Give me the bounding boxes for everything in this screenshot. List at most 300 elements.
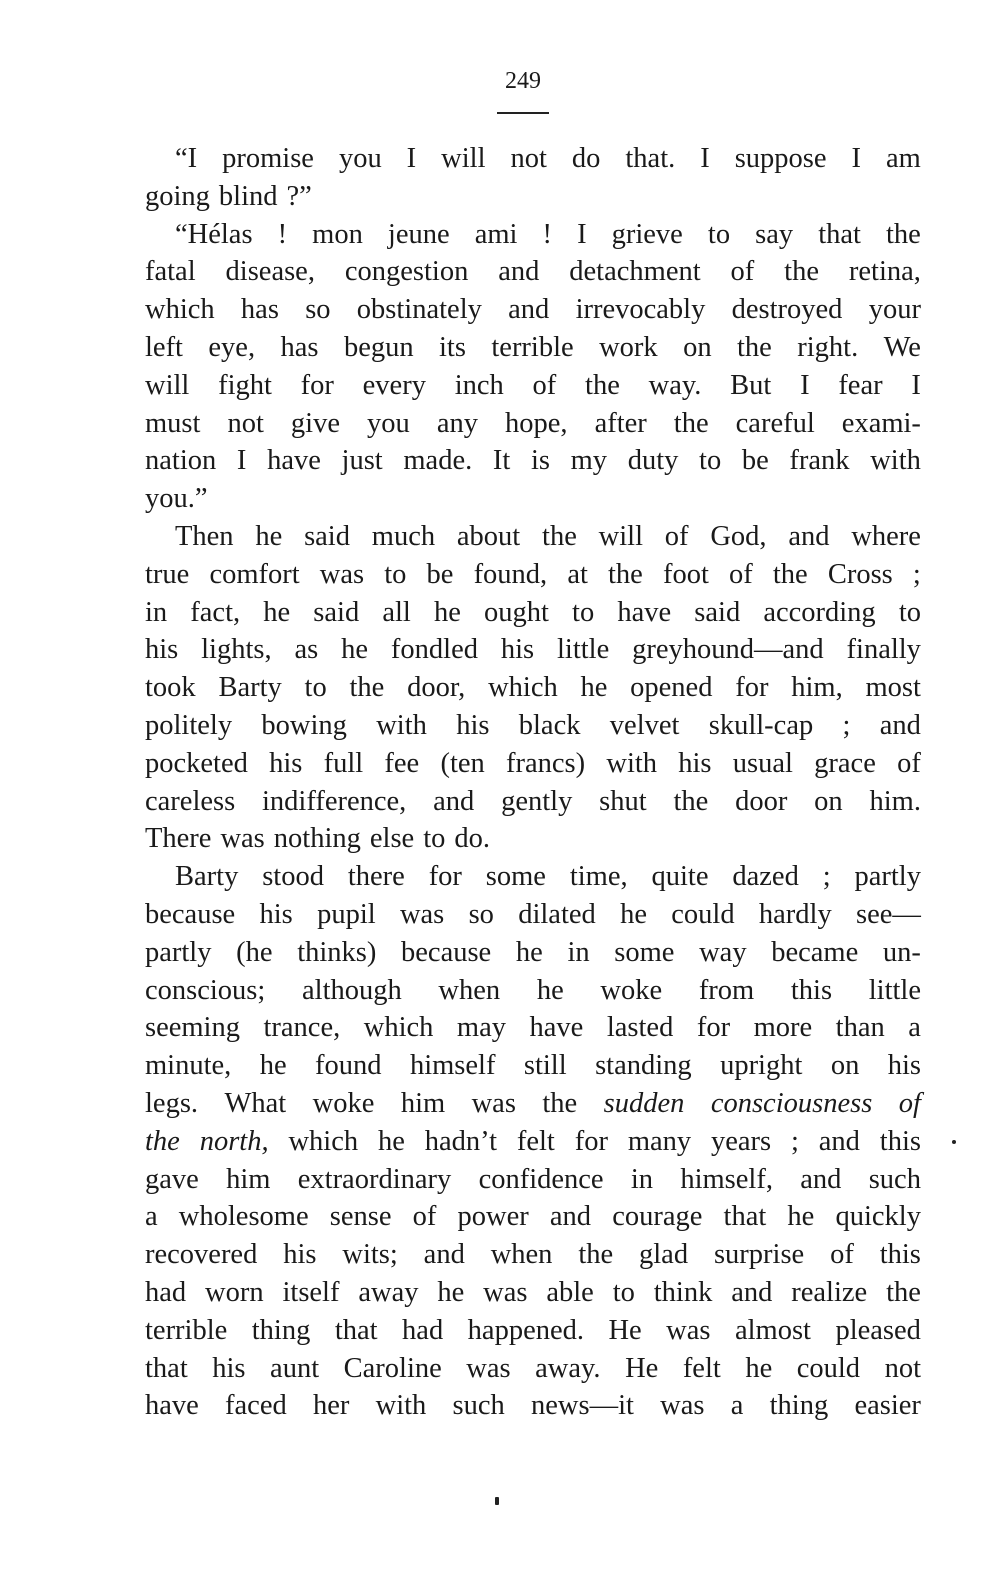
word: glad xyxy=(639,1239,689,1271)
word: and xyxy=(818,1125,860,1157)
word: begun xyxy=(343,331,414,363)
word: just xyxy=(341,445,383,477)
word: was xyxy=(319,558,365,590)
word: you xyxy=(338,143,382,174)
word: you xyxy=(367,407,410,439)
word: felt xyxy=(516,1125,555,1157)
word: his xyxy=(456,709,490,741)
word: careless xyxy=(145,785,236,817)
word: have xyxy=(617,596,672,628)
text-line xyxy=(145,1350,921,1388)
word: found xyxy=(315,1050,382,1082)
word: duty xyxy=(627,445,679,477)
word: He xyxy=(608,1314,642,1346)
word: of xyxy=(830,1239,854,1271)
word: him. xyxy=(869,785,921,817)
text-line xyxy=(145,1274,921,1312)
word: many xyxy=(627,1125,692,1157)
word: way. xyxy=(648,369,702,401)
word: had xyxy=(145,1276,187,1308)
word: black xyxy=(518,709,581,741)
word: may xyxy=(456,1012,506,1044)
word: Then xyxy=(175,520,234,552)
word: he xyxy=(515,936,543,968)
word: in xyxy=(567,936,590,968)
word: (he xyxy=(236,936,273,968)
word: and xyxy=(549,1201,592,1233)
word: almost xyxy=(734,1314,811,1346)
word: of xyxy=(664,520,689,552)
word: right. xyxy=(797,331,859,363)
word: wholesome xyxy=(178,1201,309,1233)
word: on xyxy=(814,785,843,817)
word: terrible xyxy=(491,331,574,363)
word: with xyxy=(376,709,427,741)
word: francs) xyxy=(506,747,586,779)
word: he xyxy=(377,1125,405,1157)
word: I xyxy=(911,369,921,401)
word: he xyxy=(580,672,608,704)
word: he xyxy=(259,1050,287,1082)
word: be xyxy=(426,558,454,590)
text-line xyxy=(145,140,921,178)
word: was xyxy=(399,898,445,930)
word: where xyxy=(851,520,921,552)
word: fatal xyxy=(145,256,196,288)
word: himself, xyxy=(680,1163,773,1195)
word: was xyxy=(666,1314,711,1346)
text-line xyxy=(145,405,921,443)
word: because xyxy=(401,936,492,968)
word: woke xyxy=(312,1087,375,1119)
word: He xyxy=(625,1352,659,1384)
word: sense xyxy=(329,1201,392,1233)
word: door, xyxy=(407,672,466,704)
word: courage xyxy=(612,1201,703,1233)
text-line xyxy=(145,1047,921,1085)
text-line xyxy=(145,745,921,783)
word: suppose xyxy=(734,143,827,174)
word: the xyxy=(673,785,709,817)
word: his xyxy=(500,634,535,666)
word: pocketed xyxy=(145,747,248,779)
word: his xyxy=(259,898,293,930)
word: he xyxy=(433,596,461,628)
word: exami- xyxy=(841,407,921,439)
word: after xyxy=(594,407,647,439)
word: such xyxy=(868,1163,921,1195)
word: fear xyxy=(838,369,883,401)
word: There xyxy=(145,823,212,855)
word: ; xyxy=(912,558,921,590)
word: this xyxy=(790,974,833,1006)
word: velvet xyxy=(609,709,680,741)
text-line xyxy=(145,518,921,556)
word: ! xyxy=(277,218,288,250)
word: legs. xyxy=(145,1087,199,1119)
word: he xyxy=(787,1201,815,1233)
word: else xyxy=(369,823,415,855)
text-line xyxy=(145,631,921,669)
word: I xyxy=(406,143,417,174)
text-line xyxy=(145,858,921,896)
word: more xyxy=(753,1012,813,1044)
text-line xyxy=(145,783,921,821)
word: lasted xyxy=(606,1012,674,1044)
word: I xyxy=(800,369,810,401)
word: away. xyxy=(535,1352,601,1384)
word: politely xyxy=(145,709,233,741)
word: fondled xyxy=(390,634,478,666)
word: bowing xyxy=(261,709,347,741)
text-line xyxy=(145,1085,921,1123)
word: he xyxy=(255,520,283,552)
word: skull-cap xyxy=(708,709,814,741)
word: could xyxy=(796,1352,861,1384)
word: he xyxy=(620,898,647,930)
word: I xyxy=(236,445,247,477)
text-line xyxy=(145,820,921,858)
word: there xyxy=(347,861,405,893)
word: un- xyxy=(882,936,921,968)
word: and xyxy=(423,1239,465,1271)
word: hardly xyxy=(758,898,832,930)
word: took xyxy=(145,672,196,704)
word: the xyxy=(772,558,808,590)
word: some xyxy=(485,861,546,893)
text-line xyxy=(145,594,921,632)
word: I xyxy=(851,143,862,174)
word: ! xyxy=(542,218,552,250)
word: so xyxy=(305,294,331,326)
word: obstinately xyxy=(356,294,482,326)
text-line xyxy=(145,972,921,1010)
word: when xyxy=(490,1239,553,1271)
word: detachment xyxy=(569,256,701,288)
word: which xyxy=(488,672,558,704)
word: for xyxy=(300,369,334,401)
word: fact, xyxy=(190,596,241,628)
word: felt xyxy=(682,1352,721,1384)
word: has xyxy=(280,331,319,363)
word: not xyxy=(510,143,547,174)
word: every xyxy=(362,369,426,401)
word: careful xyxy=(735,407,815,439)
word: and xyxy=(433,785,475,817)
word: although xyxy=(302,974,402,1006)
word: and xyxy=(879,709,921,741)
text-line xyxy=(145,1312,921,1350)
word: was xyxy=(471,1087,516,1119)
word: inch xyxy=(454,369,504,401)
word: was xyxy=(483,1276,528,1308)
word: gave xyxy=(145,1163,199,1195)
word: for xyxy=(735,672,769,704)
word: he xyxy=(536,974,564,1006)
word: his xyxy=(887,1050,921,1082)
word: to xyxy=(612,1276,635,1308)
word: stood xyxy=(262,861,324,893)
word: time, xyxy=(569,861,628,893)
word: upright xyxy=(720,1050,803,1082)
word: grace xyxy=(814,747,876,779)
text-line xyxy=(145,329,921,367)
word: with xyxy=(870,445,921,477)
word: and xyxy=(498,256,540,288)
word: happened. xyxy=(467,1314,584,1346)
word: going xyxy=(145,180,210,212)
word: itself xyxy=(282,1276,340,1308)
word: “I xyxy=(175,143,198,174)
word: little xyxy=(556,634,610,666)
word: quickly xyxy=(835,1201,921,1233)
word: disease, xyxy=(225,256,315,288)
word: (ten xyxy=(440,747,485,779)
word: woke xyxy=(600,974,663,1006)
word: God, xyxy=(710,520,767,552)
word: dazed xyxy=(732,861,799,893)
word: congestion xyxy=(344,256,469,288)
word: the xyxy=(542,520,577,552)
word: was xyxy=(660,1390,705,1422)
word: of xyxy=(729,558,753,590)
word: he xyxy=(437,1276,465,1308)
word: years xyxy=(711,1125,772,1157)
text-line xyxy=(145,291,921,329)
word: left xyxy=(145,331,183,363)
word: of xyxy=(730,256,755,288)
word: seeming xyxy=(145,1012,240,1044)
word: I xyxy=(577,218,587,250)
word: think xyxy=(653,1276,713,1308)
italic-word: of xyxy=(898,1087,921,1119)
word: you.” xyxy=(145,483,208,515)
word: will xyxy=(598,520,643,552)
word: worn xyxy=(205,1276,264,1308)
word: grieve xyxy=(611,218,683,250)
word: standing xyxy=(595,1050,692,1082)
word: this xyxy=(879,1239,921,1271)
word: blind xyxy=(218,180,278,212)
word: to xyxy=(699,445,722,477)
word: minute, xyxy=(145,1050,232,1082)
word: and xyxy=(800,1163,842,1195)
italic-word: north, xyxy=(199,1125,269,1157)
word: thing xyxy=(769,1390,829,1422)
word: and xyxy=(508,294,550,326)
word: to xyxy=(707,218,731,250)
word: give xyxy=(290,407,340,439)
word: Barty xyxy=(175,861,239,893)
text-line xyxy=(145,367,921,405)
text-line xyxy=(145,178,921,216)
word: for xyxy=(696,1012,731,1044)
word: hadn’t xyxy=(424,1125,498,1157)
word: my xyxy=(570,445,608,477)
word: the xyxy=(737,331,772,363)
word: able xyxy=(546,1276,594,1308)
word: recovered xyxy=(145,1239,258,1271)
word: retina, xyxy=(848,256,921,288)
page-number: 249 xyxy=(505,68,541,94)
footer-speck xyxy=(495,1497,499,1505)
word: on xyxy=(830,1050,860,1082)
word: opened xyxy=(630,672,713,704)
word: ; xyxy=(842,709,851,741)
word: the xyxy=(886,1276,921,1308)
word: his xyxy=(145,634,179,666)
word: had xyxy=(402,1314,444,1346)
word: for xyxy=(574,1125,608,1157)
word: ; xyxy=(822,861,831,893)
text-line xyxy=(145,442,921,480)
word: most xyxy=(865,672,921,704)
word: its xyxy=(439,331,466,363)
word: the xyxy=(542,1087,578,1119)
text-line xyxy=(145,253,921,291)
word: finally xyxy=(846,634,921,666)
word: nothing xyxy=(273,823,361,855)
word: his xyxy=(212,1352,246,1384)
word: foot xyxy=(662,558,709,590)
italic-word: the xyxy=(145,1125,180,1157)
word: of xyxy=(412,1201,437,1233)
word: this xyxy=(879,1125,921,1157)
word: mon xyxy=(312,218,363,250)
word: said xyxy=(313,596,360,628)
word: his xyxy=(269,747,303,779)
word: usual xyxy=(732,747,793,779)
word: at xyxy=(567,558,588,590)
word: a xyxy=(908,1012,921,1044)
word: became xyxy=(771,936,859,968)
body-text xyxy=(145,140,921,1425)
word: which xyxy=(288,1125,359,1157)
word: not xyxy=(884,1352,921,1384)
margin-speck xyxy=(952,1140,956,1144)
word: dilated xyxy=(518,898,596,930)
text-line xyxy=(145,934,921,972)
word: fee xyxy=(384,747,420,779)
word: which xyxy=(145,294,215,326)
word: the xyxy=(585,369,620,401)
word: of xyxy=(897,747,921,779)
word: with xyxy=(606,747,658,779)
word: It xyxy=(492,445,511,477)
word: is xyxy=(530,445,550,477)
word: that xyxy=(145,1352,188,1384)
word: for xyxy=(428,861,462,893)
word: as xyxy=(294,634,319,666)
word: little xyxy=(868,974,921,1006)
word: But xyxy=(730,369,772,401)
word: will xyxy=(145,369,190,401)
text-line xyxy=(145,896,921,934)
word: to xyxy=(423,823,446,855)
word: found, xyxy=(473,558,548,590)
word: with xyxy=(375,1390,427,1422)
word: shut xyxy=(599,785,647,817)
word: the xyxy=(608,558,643,590)
word: the xyxy=(673,407,709,439)
text-line xyxy=(145,1009,921,1047)
word: Cross xyxy=(827,558,893,590)
word: say xyxy=(755,218,794,250)
word: faced xyxy=(225,1390,287,1422)
word: ought xyxy=(484,596,549,628)
text-line xyxy=(145,669,921,707)
text-line xyxy=(145,1123,921,1161)
word: partly xyxy=(854,861,921,893)
word: he xyxy=(341,634,369,666)
word: will xyxy=(441,143,486,174)
word: full xyxy=(323,747,364,779)
word: her xyxy=(312,1390,350,1422)
text-line xyxy=(145,556,921,594)
word: of xyxy=(532,369,557,401)
word: his xyxy=(678,747,712,779)
word: thing xyxy=(251,1314,311,1346)
word: a xyxy=(145,1201,158,1233)
word: he xyxy=(745,1352,773,1384)
page-number-rule xyxy=(497,112,549,114)
word: not xyxy=(227,407,264,439)
word: see— xyxy=(856,898,921,930)
word: comfort xyxy=(209,558,300,590)
word: have xyxy=(145,1390,199,1422)
word: thinks) xyxy=(297,936,377,968)
text-line xyxy=(145,1236,921,1274)
word: be xyxy=(741,445,769,477)
italic-word: sudden xyxy=(603,1087,685,1119)
word: true xyxy=(145,558,190,590)
word: the xyxy=(578,1239,614,1271)
text-line xyxy=(145,1387,921,1425)
word: any xyxy=(436,407,478,439)
word: all xyxy=(382,596,411,628)
word: him xyxy=(226,1163,271,1195)
word: that. xyxy=(625,143,676,174)
word: pleased xyxy=(835,1314,921,1346)
word: work xyxy=(599,331,658,363)
word: about xyxy=(456,520,521,552)
word: has xyxy=(240,294,279,326)
word: surprise xyxy=(713,1239,805,1271)
word: have xyxy=(267,445,321,477)
word: partly xyxy=(145,936,212,968)
word: lights, xyxy=(201,634,272,666)
word: the xyxy=(886,218,921,250)
word: extraordinary xyxy=(297,1163,452,1195)
word: to xyxy=(304,672,327,704)
word: in xyxy=(145,596,168,628)
word: your xyxy=(868,294,921,326)
text-line xyxy=(145,480,921,518)
word: “Hélas xyxy=(175,218,253,250)
word: have xyxy=(529,1012,584,1044)
word: to xyxy=(572,596,595,628)
word: from xyxy=(698,974,755,1006)
word: way xyxy=(699,936,747,968)
word: easier xyxy=(854,1390,921,1422)
word: Caroline xyxy=(343,1352,442,1384)
italic-word: consciousness xyxy=(710,1087,873,1119)
word: jeune xyxy=(387,218,450,250)
word: indifference, xyxy=(262,785,407,817)
word: hope, xyxy=(505,407,568,439)
word: wits; xyxy=(342,1239,398,1271)
word: was xyxy=(466,1352,511,1384)
